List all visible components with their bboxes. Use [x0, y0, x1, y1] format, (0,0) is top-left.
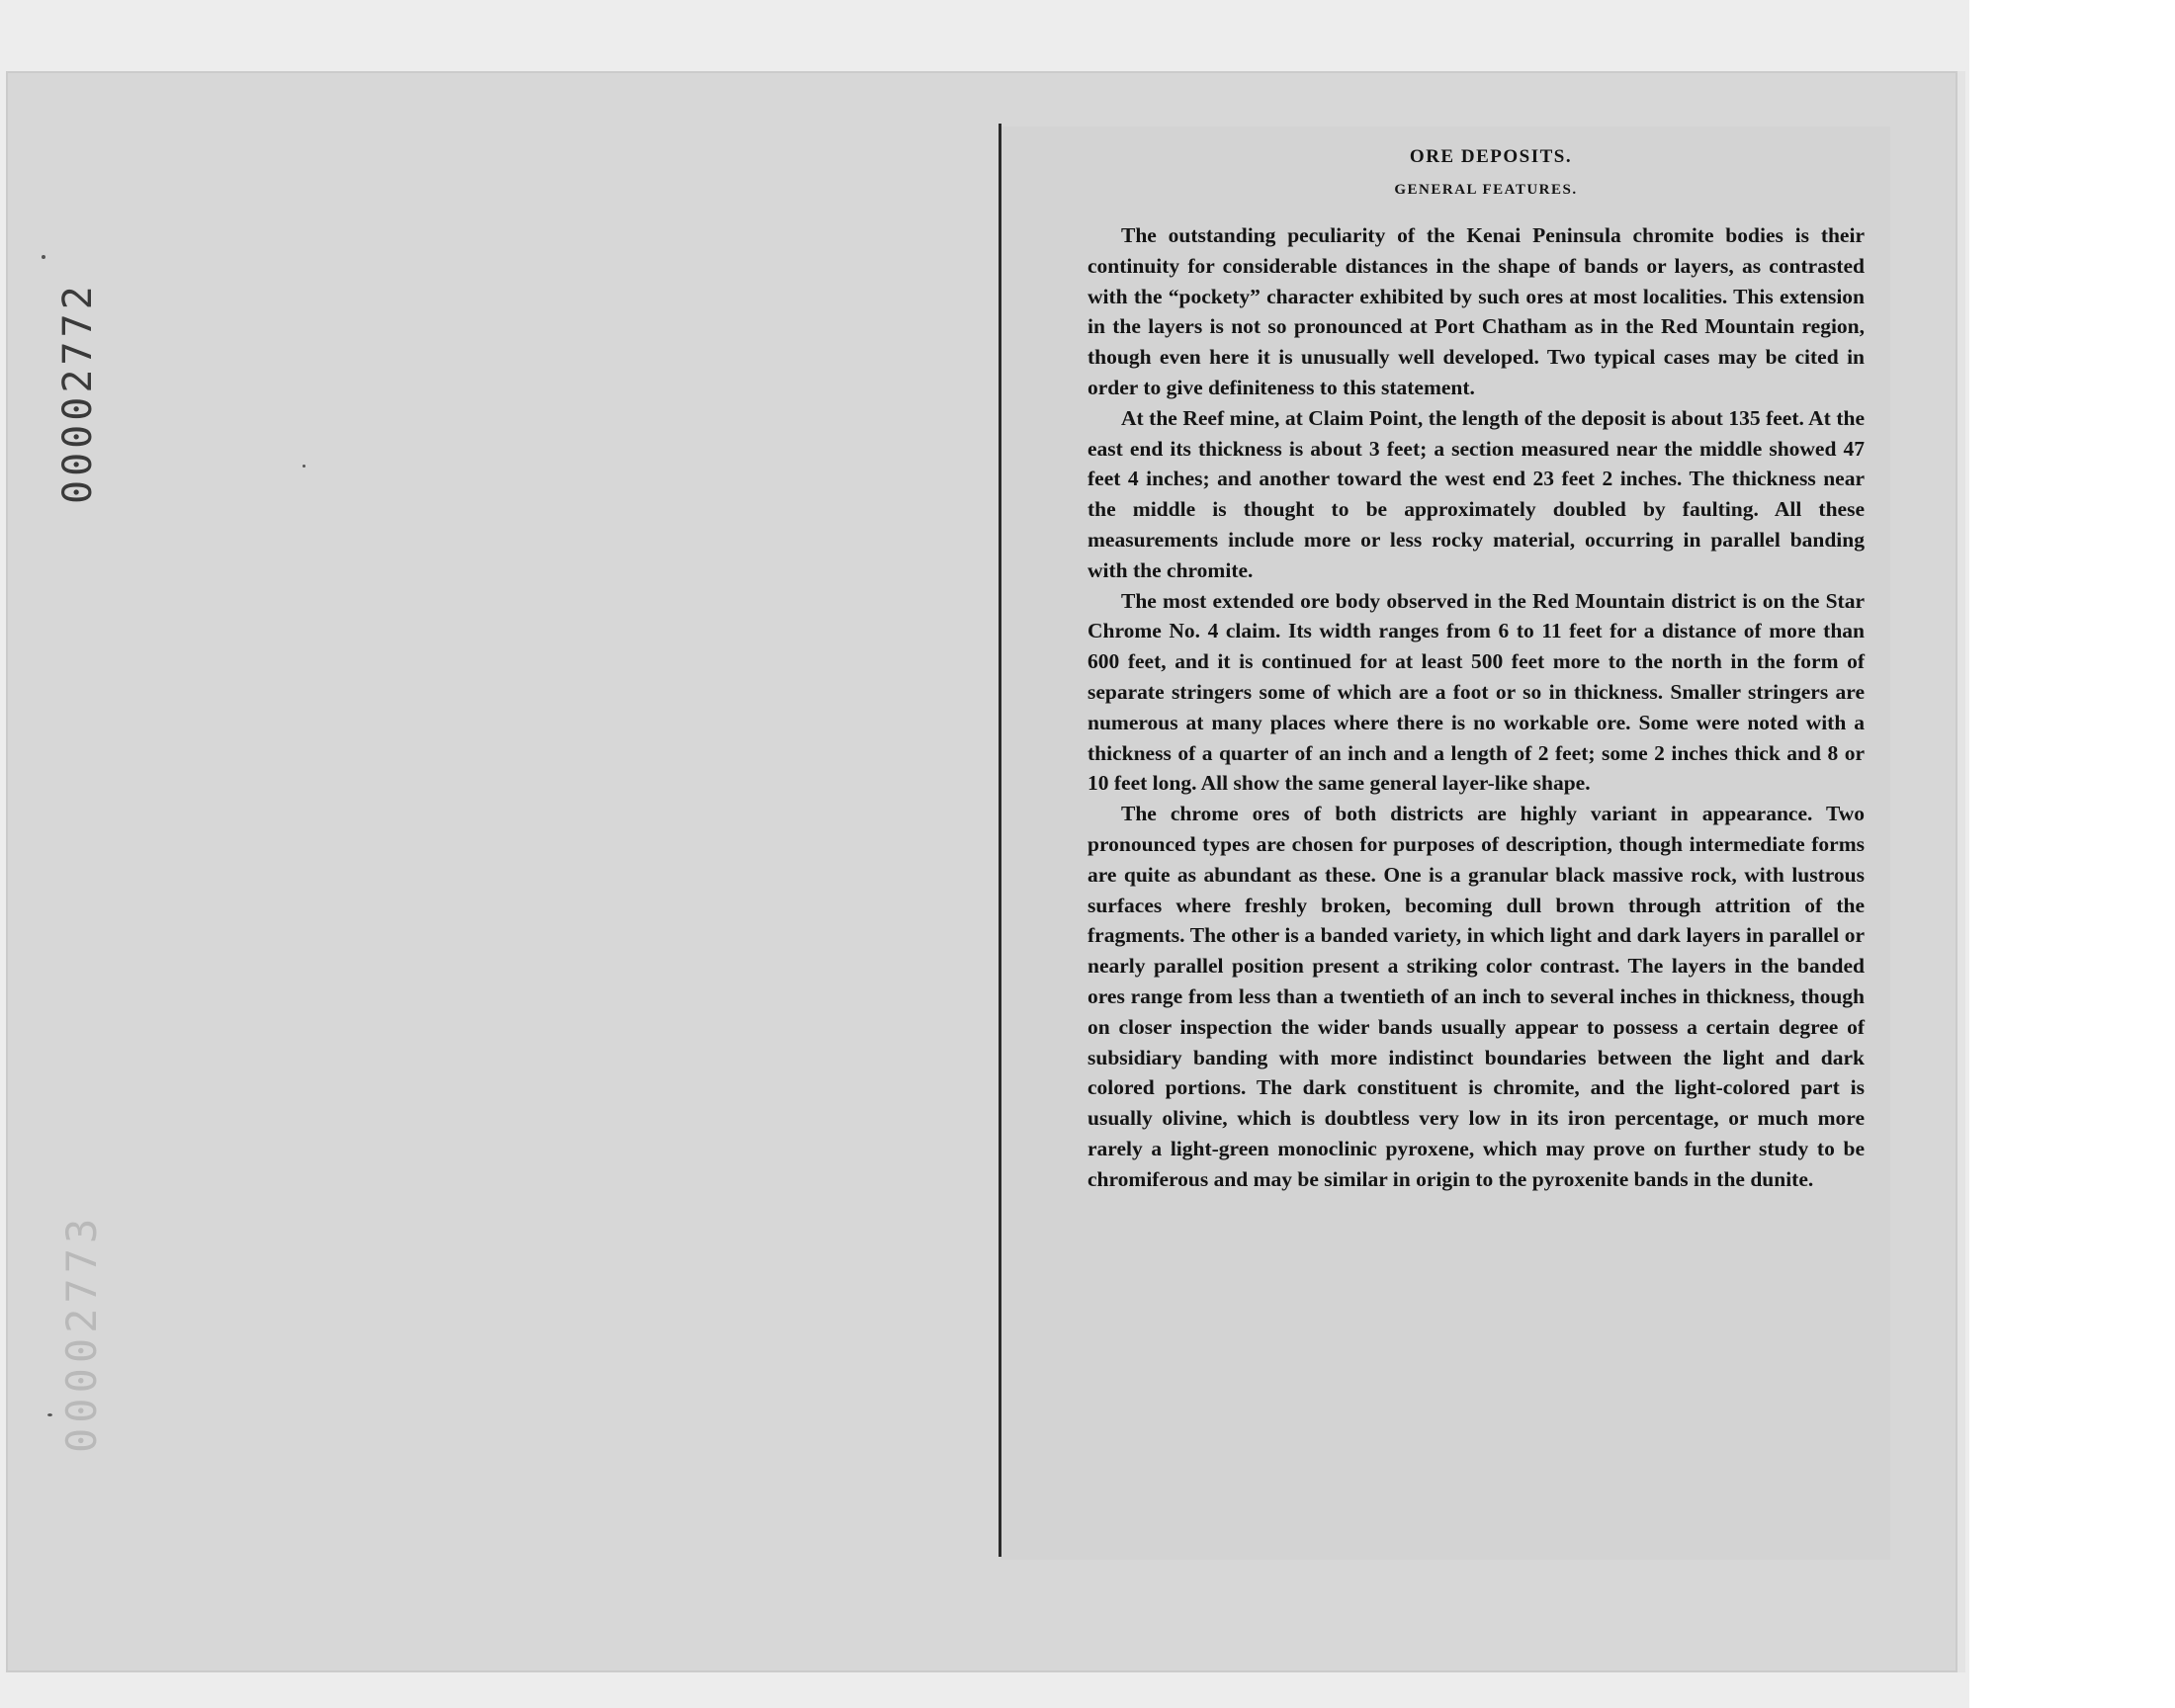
gutter-rule [999, 124, 1001, 1557]
section-heading: ORE DEPOSITS. [1409, 146, 1573, 167]
paragraph: The outstanding peculiarity of the Kenai Peninsula chromite bodies is their continuity for considerable distances in the shape of bands or layers, as contrasted with the “pockety” character exhibited by such ores at most localities. This extension in the layers is not so pronounced at Port Chatham as in the Red Mountain region, though even here it is unusually well developed. Two typical cases may be cited in order to give definiteness to this statement. [1088, 223, 1865, 399]
archive-id-stamp: 00002772 [55, 282, 101, 504]
blank-margin [1969, 0, 2175, 1708]
section-subheading: GENERAL FEATURES. [1394, 182, 1578, 198]
page-body [1088, 146, 1865, 1195]
faint-bleedthrough-stamp: 00002773 [57, 1213, 106, 1453]
paragraph: At the Reef mine, at Claim Point, the length of the deposit is about 135 feet. At the east end its thickness is about 3 feet; a section measured near the middle showed 47 feet 4 inches; and another toward the west end 23 feet 2 inches. The thickness near the middle is thought to be approximately doubled by faulting. All these measurements include more or less rocky material, occurring in parallel banding with the chromite. [1088, 405, 1865, 582]
paragraph: The most extended ore body observed in the Red Mountain district is on the Star Chrome No. 4 claim. Its width ranges from 6 to 11 feet for a distance of more than 600 feet, and it is continued for at least 500 feet more to the north in the form of separate stringers some of which are a foot or so in thickness. Smaller stringers are numerous at many places where there is no workable ore. Some were noted with a thickness of a quarter of an inch and a length of 2 feet; some 2 inches thick and 8 or 10 feet long. All show the same general layer-like shape. [1088, 588, 1865, 796]
scan-speck [42, 255, 45, 259]
paragraph: The chrome ores of both districts are highly variant in appearance. Two pronounced types are chosen for purposes of description, though intermediate forms are quite as abundant as these. One is a granular black massive rock, with lustrous surfaces where freshly broken, becoming dull brown through attrition of the fragments. The other is a banded variety, in which light and dark layers in parallel or nearly parallel position present a striking color contrast. The layers in the banded ores range from less than a twentieth of an inch to several inches in thickness, though on closer inspection the wider bands usually appear to possess a certain degree of subsidiary banding with more indistinct boundaries between the light and dark colored portions. The dark constituent is chromite, and the light-colored part is usually olivine, which is doubtless very low in its iron percentage, or much more rarely a light-green monoclinic pyroxene, which may prove on further study to be chromiferous and may be similar in origin to the pyroxenite bands in the dunite. [1088, 802, 1865, 1191]
scan-speck [303, 465, 305, 468]
scan-speck [47, 1413, 52, 1416]
